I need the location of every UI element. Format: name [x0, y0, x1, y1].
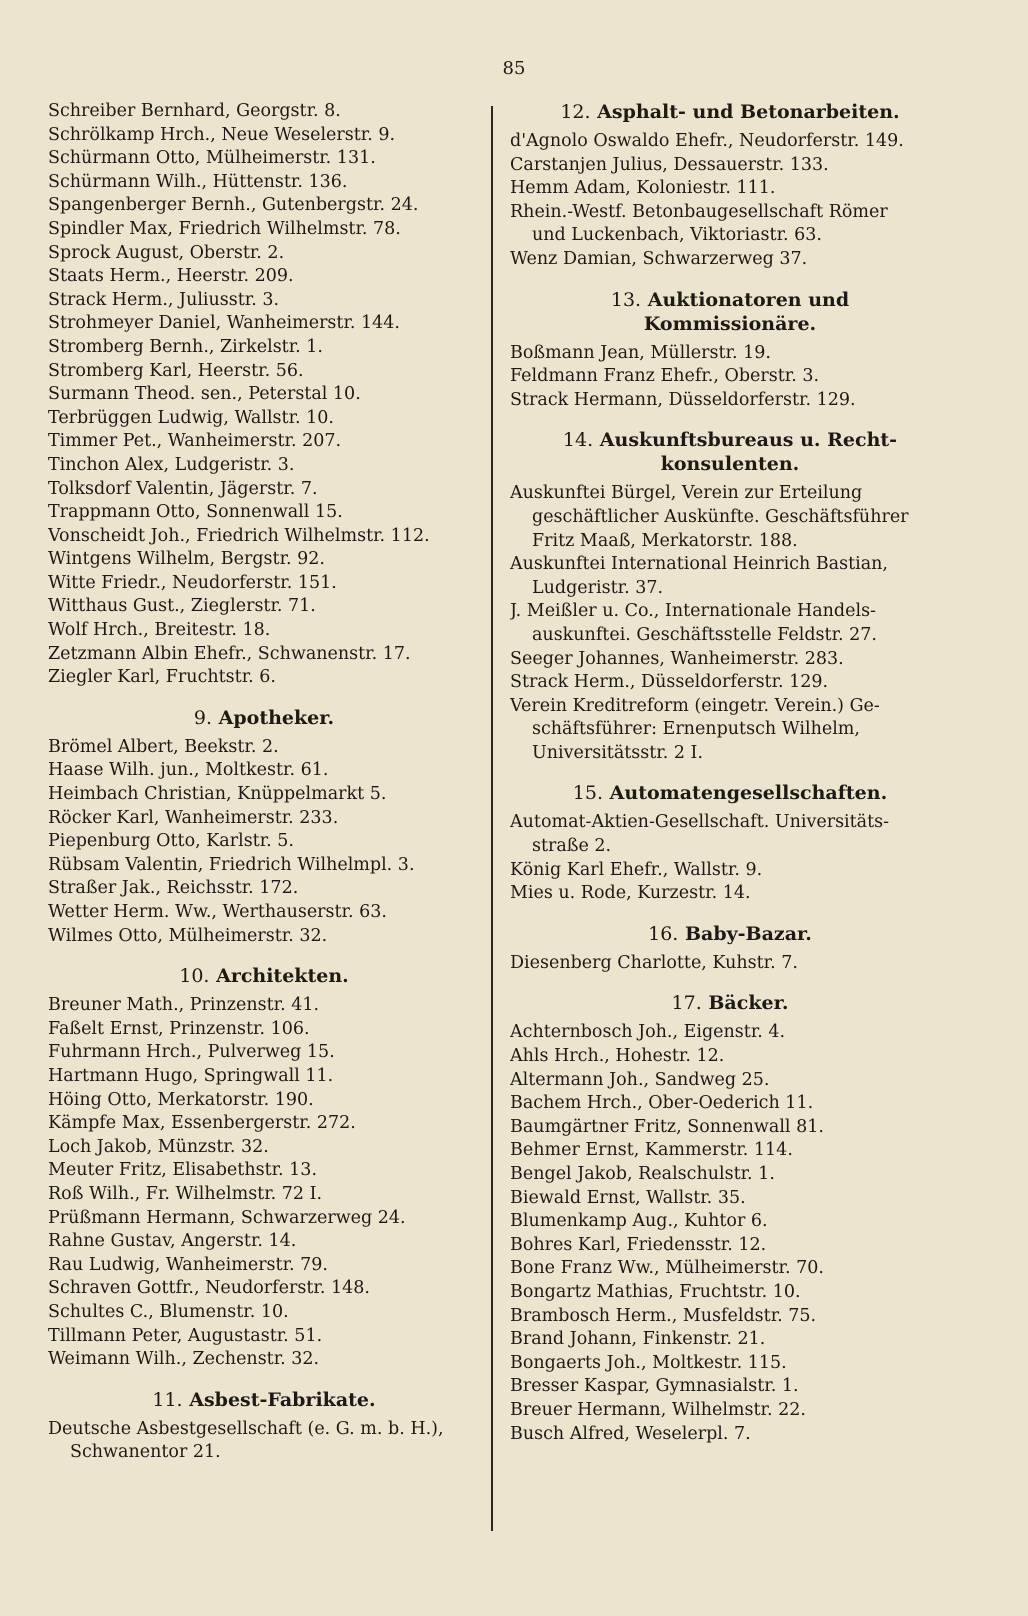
- section-header: [510, 428, 950, 476]
- section-title: Automatengesellschaften.: [609, 782, 888, 805]
- directory-entry: Breuer Hermann, Wilhelmstr. 22.: [510, 1399, 806, 1420]
- directory-entry: geschäftlicher Auskünfte. Geschäftsführer: [532, 506, 909, 527]
- directory-entry: Feldmann Franz Ehefr., Oberstr. 3.: [510, 366, 820, 387]
- directory-entry: Höing Otto, Merkatorstr. 190.: [48, 1089, 314, 1110]
- column-divider: [491, 106, 493, 1531]
- directory-entry: Hemm Adam, Koloniestr. 111.: [510, 178, 776, 199]
- directory-entry: Staats Herm., Heerstr. 209.: [48, 266, 294, 287]
- directory-entry: Altermann Joh., Sandweg 25.: [510, 1069, 770, 1090]
- directory-entry: Strack Herm., Juliusstr. 3.: [48, 289, 280, 310]
- directory-entry: Bohres Karl, Friedensstr. 12.: [510, 1234, 767, 1255]
- directory-entry: Breuner Math., Prinzenstr. 41.: [48, 995, 320, 1016]
- directory-entry: Schürmann Wilh., Hüttenstr. 136.: [48, 171, 348, 192]
- directory-entry: Biewald Ernst, Wallstr. 35.: [510, 1187, 746, 1208]
- section-number: 14.: [562, 429, 594, 452]
- directory-entry: Roß Wilh., Fr. Wilhelmstr. 72 I.: [48, 1183, 323, 1204]
- section-number: 9.: [193, 706, 212, 729]
- directory-entry: Rau Ludwig, Wanheimerstr. 79.: [48, 1254, 328, 1275]
- directory-entry: Weimann Wilh., Zechenstr. 32.: [48, 1349, 320, 1370]
- directory-entry: Rahne Gustav, Angerstr. 14.: [48, 1231, 297, 1252]
- directory-entry: Strack Herm., Düsseldorferstr. 129.: [510, 672, 829, 693]
- directory-entry: Schraven Gottfr., Neudorferstr. 148.: [48, 1278, 370, 1299]
- section-number: 17.: [671, 992, 702, 1015]
- directory-entry: Wenz Damian, Schwarzerweg 37.: [510, 248, 808, 269]
- directory-entry: Fuhrmann Hrch., Pulverweg 15.: [48, 1042, 335, 1063]
- directory-entry: Vonscheidt Joh., Friedrich Wilhelmstr. 112.: [48, 525, 430, 546]
- section-number: 10.: [179, 965, 210, 988]
- section-header: [510, 100, 950, 124]
- directory-entry: Timmer Pet., Wanheimerstr. 207.: [48, 431, 342, 452]
- directory-entry: Fritz Maaß, Merkatorstr. 188.: [532, 530, 798, 551]
- directory-entry: Schrölkamp Hrch., Neue Weselerstr. 9.: [48, 124, 396, 145]
- directory-entry: Surmann Theod. sen., Peterstal 10.: [48, 384, 361, 405]
- directory-entry: Auskunftei Bürgel, Verein zur Erteilung: [510, 483, 863, 504]
- right-column: [510, 100, 950, 1446]
- directory-entry: Automat-Aktien-Gesellschaft. Universitäts-: [510, 812, 890, 833]
- directory-entry: Wolf Hrch., Breitestr. 18.: [48, 620, 271, 641]
- directory-entry: Trappmann Otto, Sonnenwall 15.: [48, 502, 343, 523]
- directory-entry: Strohmeyer Daniel, Wanheimerstr. 144.: [48, 313, 400, 334]
- directory-entry: Baumgärtner Fritz, Sonnenwall 81.: [510, 1116, 824, 1137]
- directory-entry: Kämpfe Max, Essenbergerstr. 272.: [48, 1113, 356, 1134]
- directory-entry: Prüßmann Hermann, Schwarzerweg 24.: [48, 1207, 406, 1228]
- directory-entry: Bachem Hrch., Ober-Oederich 11.: [510, 1093, 814, 1114]
- directory-entry: Bresser Kaspar, Gymnasialstr. 1.: [510, 1376, 799, 1397]
- directory-entry: Carstanjen Julius, Dessauerstr. 133.: [510, 154, 829, 175]
- directory-entry: auskunftei. Geschäftsstelle Feldstr. 27.: [532, 624, 877, 645]
- section-title: Apotheker.: [218, 706, 335, 729]
- directory-entry: Spindler Max, Friedrich Wilhelmstr. 78.: [48, 218, 401, 239]
- directory-entry: Blumenkamp Aug., Kuhtor 6.: [510, 1211, 768, 1232]
- directory-entry: Röcker Karl, Wanheimerstr. 233.: [48, 807, 339, 828]
- directory-entry: Ludgeristr. 37.: [532, 577, 664, 598]
- directory-entry: Brambosch Herm., Musfeldstr. 75.: [510, 1305, 817, 1326]
- directory-entry: Hartmann Hugo, Springwall 11.: [48, 1065, 334, 1086]
- directory-entry: Meuter Fritz, Elisabethstr. 13.: [48, 1160, 318, 1181]
- directory-entry: Deutsche Asbestgesellschaft (e. G. m. b. H.),: [48, 1418, 444, 1439]
- directory-entry: Tinchon Alex, Ludgeristr. 3.: [48, 454, 295, 475]
- directory-entry: Schwanentor 21.: [70, 1442, 221, 1463]
- directory-entry: Bongartz Mathias, Fruchtstr. 10.: [510, 1281, 801, 1302]
- directory-entry: Tolksdorf Valentin, Jägerstr. 7.: [48, 478, 318, 499]
- directory-entry: Auskunftei International Heinrich Bastian,: [510, 554, 888, 575]
- directory-entry: straße 2.: [532, 836, 612, 857]
- directory-entry: Bongaerts Joh., Moltkestr. 115.: [510, 1352, 787, 1373]
- directory-entry: Piepenburg Otto, Karlstr. 5.: [48, 831, 294, 852]
- directory-entry: Strack Hermann, Düsseldorferstr. 129.: [510, 389, 856, 410]
- section-header: [48, 1388, 480, 1412]
- section-title: Baby-Bazar.: [684, 922, 812, 945]
- directory-entry: und Luckenbach, Viktoriastr. 63.: [532, 225, 822, 246]
- directory-entry: Sprock August, Oberstr. 2.: [48, 242, 285, 263]
- directory-entry: Universitätsstr. 2 I.: [532, 742, 704, 763]
- directory-entry: Bone Franz Ww., Mülheimerstr. 70.: [510, 1258, 824, 1279]
- left-column: [48, 100, 480, 1465]
- section-number: 12.: [560, 101, 591, 123]
- directory-entry: Schürmann Otto, Mülheimerstr. 131.: [48, 148, 376, 169]
- section-title: Architekten.: [216, 965, 349, 988]
- section-title-continued: Kommissionäre.: [643, 312, 817, 335]
- directory-entry: Loch Jakob, Münzstr. 32.: [48, 1136, 269, 1157]
- directory-entry: Witthaus Gust., Zieglerstr. 71.: [48, 596, 316, 617]
- directory-entry: J. Meißler u. Co., Internationale Handels-: [510, 601, 876, 622]
- section-number: 13.: [610, 288, 642, 311]
- section-header: [48, 706, 480, 730]
- directory-entry: Terbrüggen Ludwig, Wallstr. 10.: [48, 407, 334, 428]
- section-title: Auskunftsbureaus u. Recht-: [599, 429, 898, 452]
- section-title-continued: konsulenten.: [660, 453, 800, 476]
- directory-entry: Wilmes Otto, Mülheimerstr. 32.: [48, 925, 328, 946]
- directory-entry: Behmer Ernst, Kammerstr. 114.: [510, 1140, 793, 1161]
- directory-entry: Straßer Jak., Reichsstr. 172.: [48, 878, 299, 899]
- directory-entry: Bengel Jakob, Realschulstr. 1.: [510, 1164, 775, 1184]
- section-title: Asphalt- und Betonarbeiten.: [597, 101, 900, 123]
- directory-entry: Ziegler Karl, Fruchtstr. 6.: [48, 667, 276, 688]
- directory-entry: Brömel Albert, Beekstr. 2.: [48, 736, 279, 757]
- directory-entry: Seeger Johannes, Wanheimerstr. 283.: [510, 648, 844, 669]
- directory-entry: Wetter Herm. Ww., Werthauserstr. 63.: [48, 902, 387, 922]
- section-header: [510, 288, 950, 336]
- directory-entry: Rhein.-Westf. Betonbaugesellschaft Römer: [510, 201, 888, 222]
- directory-entry: Faßelt Ernst, Prinzenstr. 106.: [48, 1018, 310, 1039]
- directory-entry: Stromberg Karl, Heerstr. 56.: [48, 360, 304, 381]
- section-header: [510, 991, 950, 1015]
- section-number: 16.: [648, 922, 679, 945]
- directory-entry: Achternbosch Joh., Eigenstr. 4.: [510, 1022, 786, 1043]
- directory-entry: Brand Johann, Finkenstr. 21.: [510, 1329, 766, 1350]
- directory-entry: Heimbach Christian, Knüppelmarkt 5.: [48, 784, 387, 805]
- section-header: [510, 922, 950, 946]
- section-number: 15.: [572, 782, 604, 805]
- directory-entry: Busch Alfred, Weselerpl. 7.: [510, 1423, 751, 1444]
- section-title: Bäcker.: [708, 992, 789, 1015]
- section-title: Auktionatoren und: [647, 288, 850, 311]
- directory-entry: Verein Kreditreform (eingetr. Verein.) Ge-: [510, 695, 880, 716]
- directory-entry: Haase Wilh. jun., Moltkestr. 61.: [48, 760, 329, 781]
- directory-entry: Zetzmann Albin Ehefr., Schwanenstr. 17.: [48, 643, 411, 664]
- directory-entry: Schreiber Bernhard, Georgstr. 8.: [48, 101, 341, 121]
- section-number: 11.: [152, 1388, 183, 1411]
- section-header: [510, 781, 950, 805]
- directory-entry: Schultes C., Blumenstr. 10.: [48, 1301, 289, 1322]
- page-number: 85: [502, 58, 526, 79]
- directory-entry: Boßmann Jean, Müllerstr. 19.: [510, 342, 771, 363]
- directory-entry: Diesenberg Charlotte, Kuhstr. 7.: [510, 952, 798, 973]
- directory-entry: Rübsam Valentin, Friedrich Wilhelmpl. 3.: [48, 854, 415, 875]
- directory-entry: Ahls Hrch., Hohestr. 12.: [510, 1046, 725, 1067]
- directory-entry: Stromberg Bernh., Zirkelstr. 1.: [48, 336, 323, 357]
- directory-entry: schäftsführer: Ernenputsch Wilhelm,: [532, 719, 860, 740]
- directory-entry: Mies u. Rode, Kurzestr. 14.: [510, 883, 751, 904]
- directory-entry: Witte Friedr., Neudorferstr. 151.: [48, 572, 337, 593]
- section-header: [48, 964, 480, 988]
- directory-entry: Spangenberger Bernh., Gutenbergstr. 24.: [48, 195, 419, 216]
- directory-entry: d'Agnolo Oswaldo Ehefr., Neudorferstr. 149.: [510, 131, 904, 151]
- section-title: Asbest-Fabrikate.: [189, 1388, 376, 1411]
- directory-entry: Wintgens Wilhelm, Bergstr. 92.: [48, 549, 325, 570]
- directory-entry: König Karl Ehefr., Wallstr. 9.: [510, 859, 763, 880]
- directory-entry: Tillmann Peter, Augustastr. 51.: [48, 1325, 323, 1346]
